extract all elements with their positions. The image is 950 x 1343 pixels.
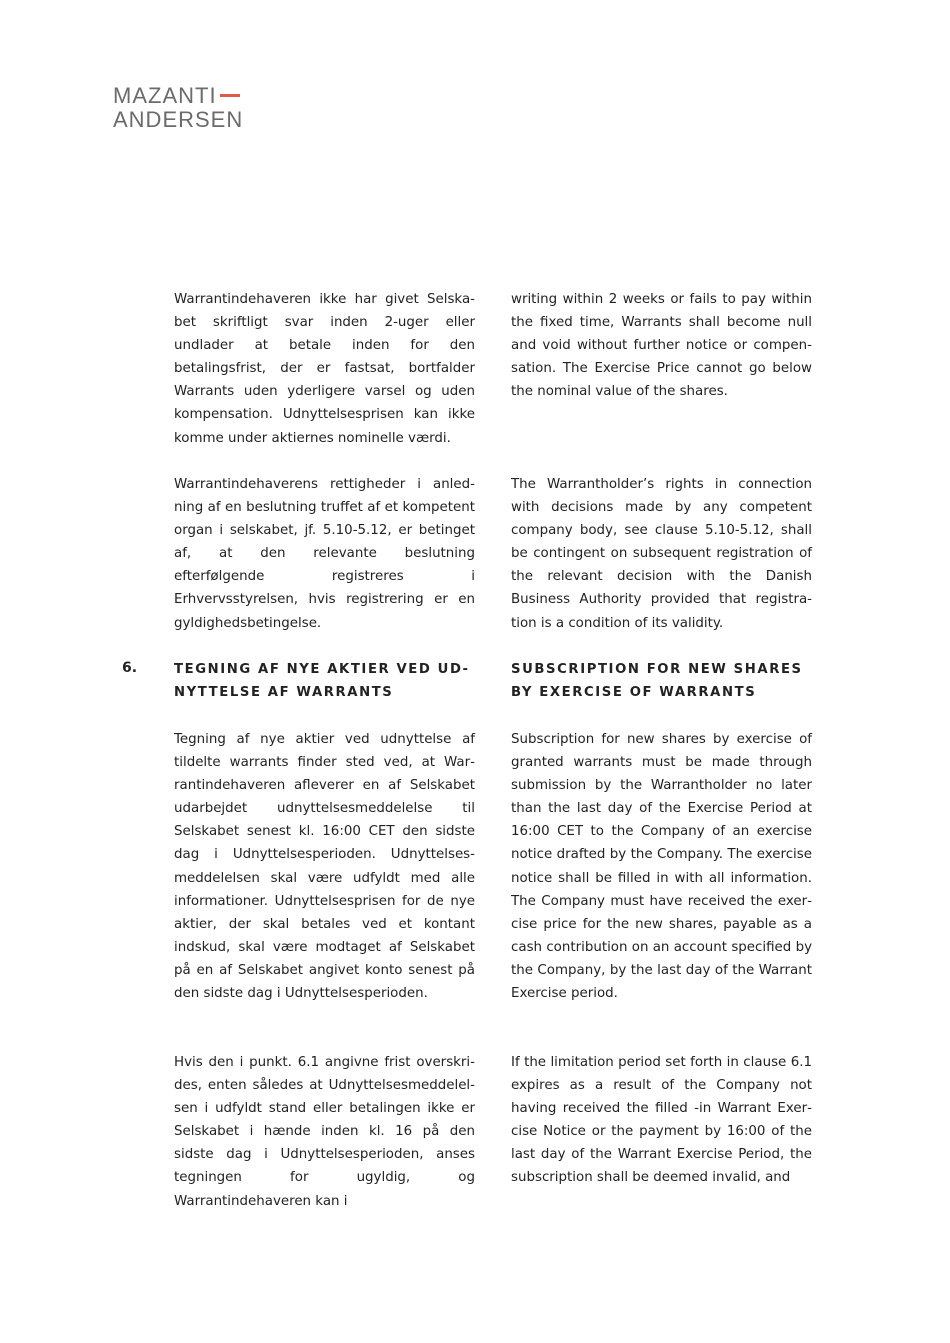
english-paragraph-4: If the limitation period set forth in clause 6.1 expires as a result of the Company not having received the filled -in Warrant Exercise Notice or the payment by 16:00 of the last day of the Warrant Exercise Period, the subscription shall be deemed invalid, and [511, 1055, 812, 1186]
danish-paragraph-1: Warrantindehaveren ikke har givet Selskabet skriftligt svar inden 2-uger eller undlader at betale inden for den betalingsfrist, der er fastsat, bortfalder Warrants uden yderligere varsel og uden kompensation. Udnyttelsesprisen kan ikke komme under aktiernes nominelle værdi. [174, 292, 475, 446]
english-paragraph-2: The Warrantholder’s rights in connection with decisions made by any competent company body, see clause 5.10-5.12, shall be contingent on subsequent registration of the relevant decision with the Danish Business Authority provided that registration is a condition of its validity. [511, 477, 812, 631]
logo-line-1: MAZANTI [113, 83, 217, 108]
danish-paragraph-3: Tegning af nye aktier ved udnyttelse af tildelte warrants finder sted ved, at Warrantindehaveren afleverer en af Selskabet udarbejdet udnyttelsesmeddelelse til Selskabet senest kl. 16:00 CET den sidste dag i Udnyttelsesperioden. Udnyttelsesmeddelelsen skal være udfyldt med alle informationer. Udnyttelsesprisen for de nye aktier, der skal betales ved et kontant indskud, skal være modtaget af Selskabet på en af Selskabet angivet konto senest på den sidste dag i Udnyttelsesperioden. [174, 732, 475, 1002]
section-heading-english: SUBSCRIPTION FOR NEW SHARES BY EXERCISE OF WARRANTS [511, 662, 803, 701]
danish-paragraph-4: Hvis den i punkt. 6.1 angivne frist overskrides, enten således at Udnyttelsesmeddelelsen i udfyldt stand eller betalingen ikke er Selskabet i hænde inden kl. 16 på den sidste dag i Udnyttelsesperioden, anses tegningen for ugyldig, og Warrantindehaveren kan i [174, 1055, 475, 1209]
logo-accent-dash [220, 94, 240, 97]
danish-paragraph-2: Warrantindehaverens rettigheder i anledning af en beslutning truffet af et kompetent organ i selskabet, jf. 5.10-5.12, er betinget af, at den relevante beslutning efterfølgende registreres i Erhvervsstyrelsen, hvis registrering er en gyldighedsbetingelse. [174, 477, 475, 631]
logo-line-2: ANDERSEN [113, 107, 244, 132]
section-heading-danish: TEGNING AF NYE AKTIER VED UDNYTTELSE AF WARRANTS [174, 662, 468, 701]
company-logo [113, 84, 243, 132]
english-paragraph-3: Subscription for new shares by exercise of granted warrants must be made through submission by the Warrantholder no later than the last day of the Exercise Period at 16:00 CET to the Company of an exercise notice drafted by the Company. The exercise notice shall be filled in with all information. The Company must have received the exercise price for the new shares, payable as a cash contribution on an account specified by the Company, by the last day of the Warrant Exercise period. [511, 732, 812, 1002]
section-number: 6. [122, 660, 138, 676]
english-paragraph-1: writing within 2 weeks or fails to pay within the fixed time, Warrants shall become null and void without further notice or compensation. The Exercise Price cannot go below the nominal value of the shares. [511, 292, 812, 400]
